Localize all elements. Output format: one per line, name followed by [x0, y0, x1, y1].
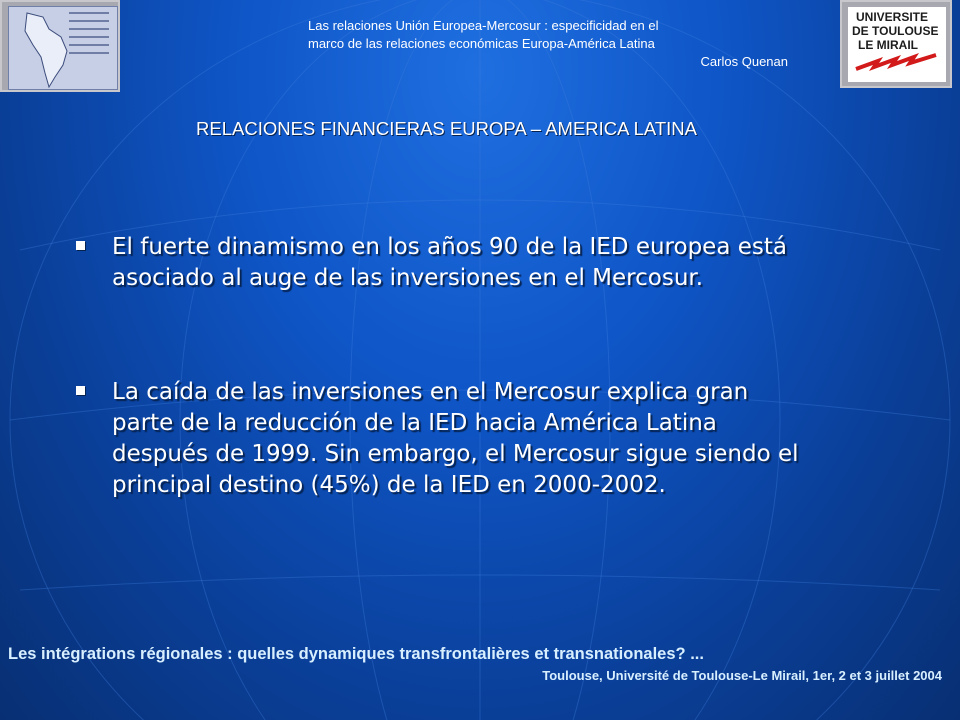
bullet-2-line-1: La caída de las inversiones en el Mercosur explica gran [112, 379, 749, 405]
university-logo-mark [848, 7, 946, 82]
header-line-2: marco de las relaciones económicas Europa-América Latina [308, 36, 655, 51]
bullet-2-line-2: parte de la reducción de la IED hacia América Latina [112, 410, 717, 436]
presentation-header [308, 17, 788, 71]
svg-text:DE TOULOUSE: DE TOULOUSE [852, 24, 939, 38]
universite-toulouse-logo [840, 0, 952, 88]
square-bullet-icon [76, 386, 85, 395]
bullet-item-2 [76, 377, 926, 501]
ipealt-logo [0, 0, 120, 92]
bullet-2-line-3: después de 1999. Sin embargo, el Mercosur sigue siendo el [112, 441, 799, 467]
square-bullet-icon [76, 241, 85, 250]
conference-venue-date: Toulouse, Université de Toulouse-Le Mirail, 1er, 2 et 3 juillet 2004 [542, 668, 942, 683]
conference-title: Les intégrations régionales : quelles dynamiques transfrontalières et transnationales? ... [8, 645, 704, 663]
header-line-1: Las relaciones Unión Europea-Mercosur : especificidad en el [308, 18, 659, 33]
slide-title: RELACIONES FINANCIERAS EUROPA – AMERICA LATINA [196, 118, 697, 139]
latin-america-map-icon [9, 7, 117, 89]
svg-text:LE MIRAIL: LE MIRAIL [858, 38, 918, 52]
author-name: Carlos Quenan [700, 54, 788, 69]
bullet-1-line-1: El fuerte dinamismo en los años 90 de la IED europea está [112, 234, 787, 260]
bullet-1-line-2: asociado al auge de las inversiones en el Mercosur. [112, 265, 704, 291]
bullet-item-1 [76, 232, 926, 294]
bullet-2-line-4: principal destino (45%) de la IED en 2000-2002. [112, 472, 666, 498]
svg-text:UNIVERSITE: UNIVERSITE [856, 10, 929, 24]
